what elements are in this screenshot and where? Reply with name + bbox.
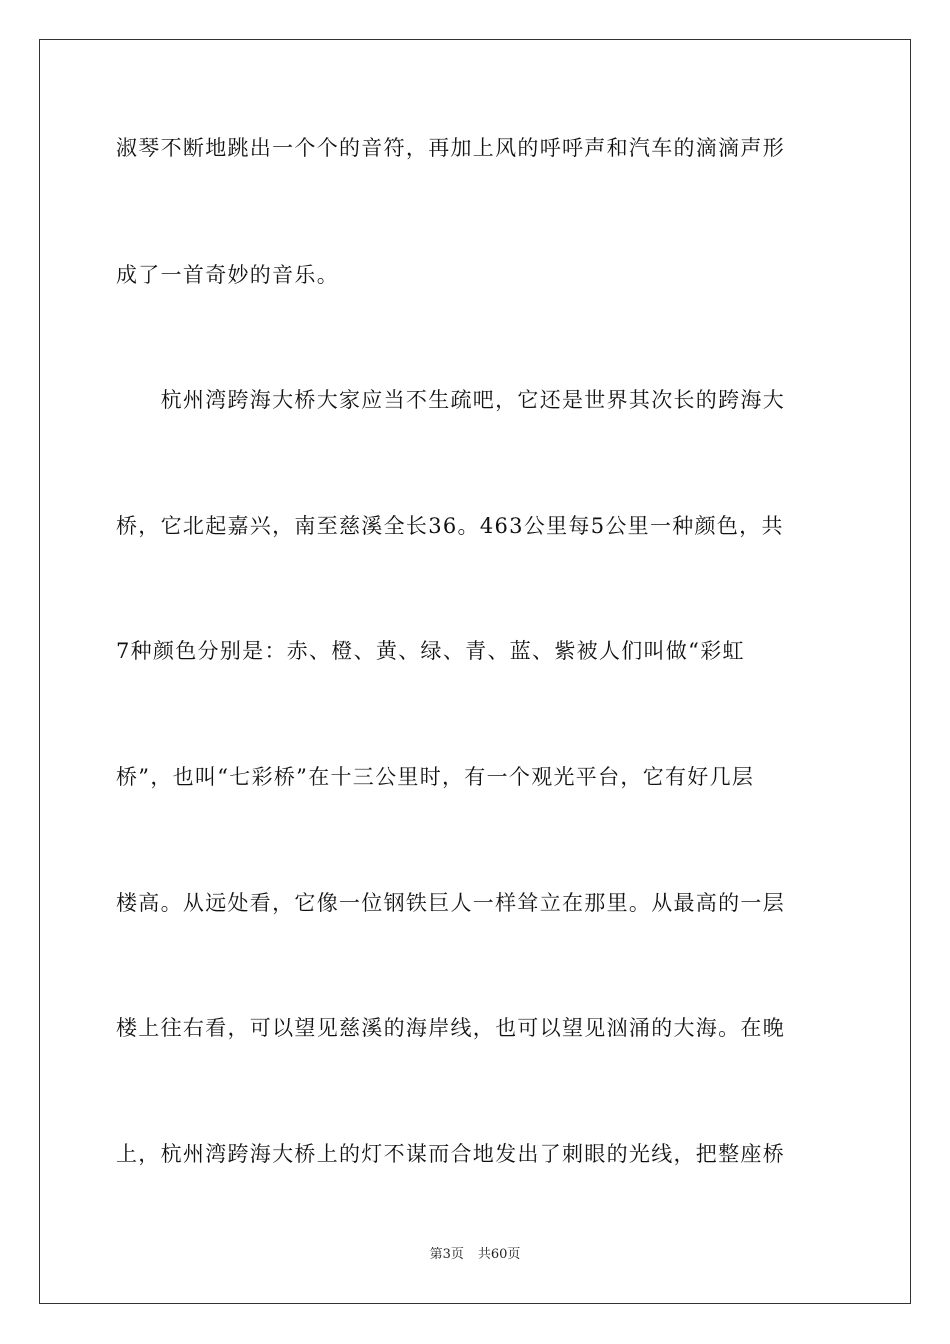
text-line-6: 桥”，也叫“七彩桥”在十三公里时，有一个观光平台，它有好几层 [116,765,755,789]
page-border [39,39,911,1304]
text-line-8: 楼上往右看，可以望见慈溪的海岸线，也可以望见汹涌的大海。在晚 [116,1016,785,1040]
text-line-1: 淑琴不断地跳出一个个的音符，再加上风的呼呼声和汽车的滴滴声形 [116,136,785,160]
text-line-3: 杭州湾跨海大桥大家应当不生疏吧，它还是世界其次长的跨海大 [116,388,785,412]
text-line-4: 桥，它北起嘉兴，南至慈溪全长36。463公里每5公里一种颜色，共 [116,514,784,538]
page-footer [0,1246,950,1264]
text-line-7: 楼高。从远处看，它像一位钢铁巨人一样耸立在那里。从最高的一层 [116,891,785,915]
page-number: 第3页 [429,1247,464,1262]
page-total: 共60页 [477,1247,521,1262]
text-line-9: 上，杭州湾跨海大桥上的灯不谋而合地发出了刺眼的光线，把整座桥 [116,1142,785,1166]
text-line-5: 7种颜色分别是：赤、橙、黄、绿、青、蓝、紫被人们叫做“彩虹 [116,639,745,663]
text-line-2: 成了一首奇妙的音乐。 [116,263,339,287]
